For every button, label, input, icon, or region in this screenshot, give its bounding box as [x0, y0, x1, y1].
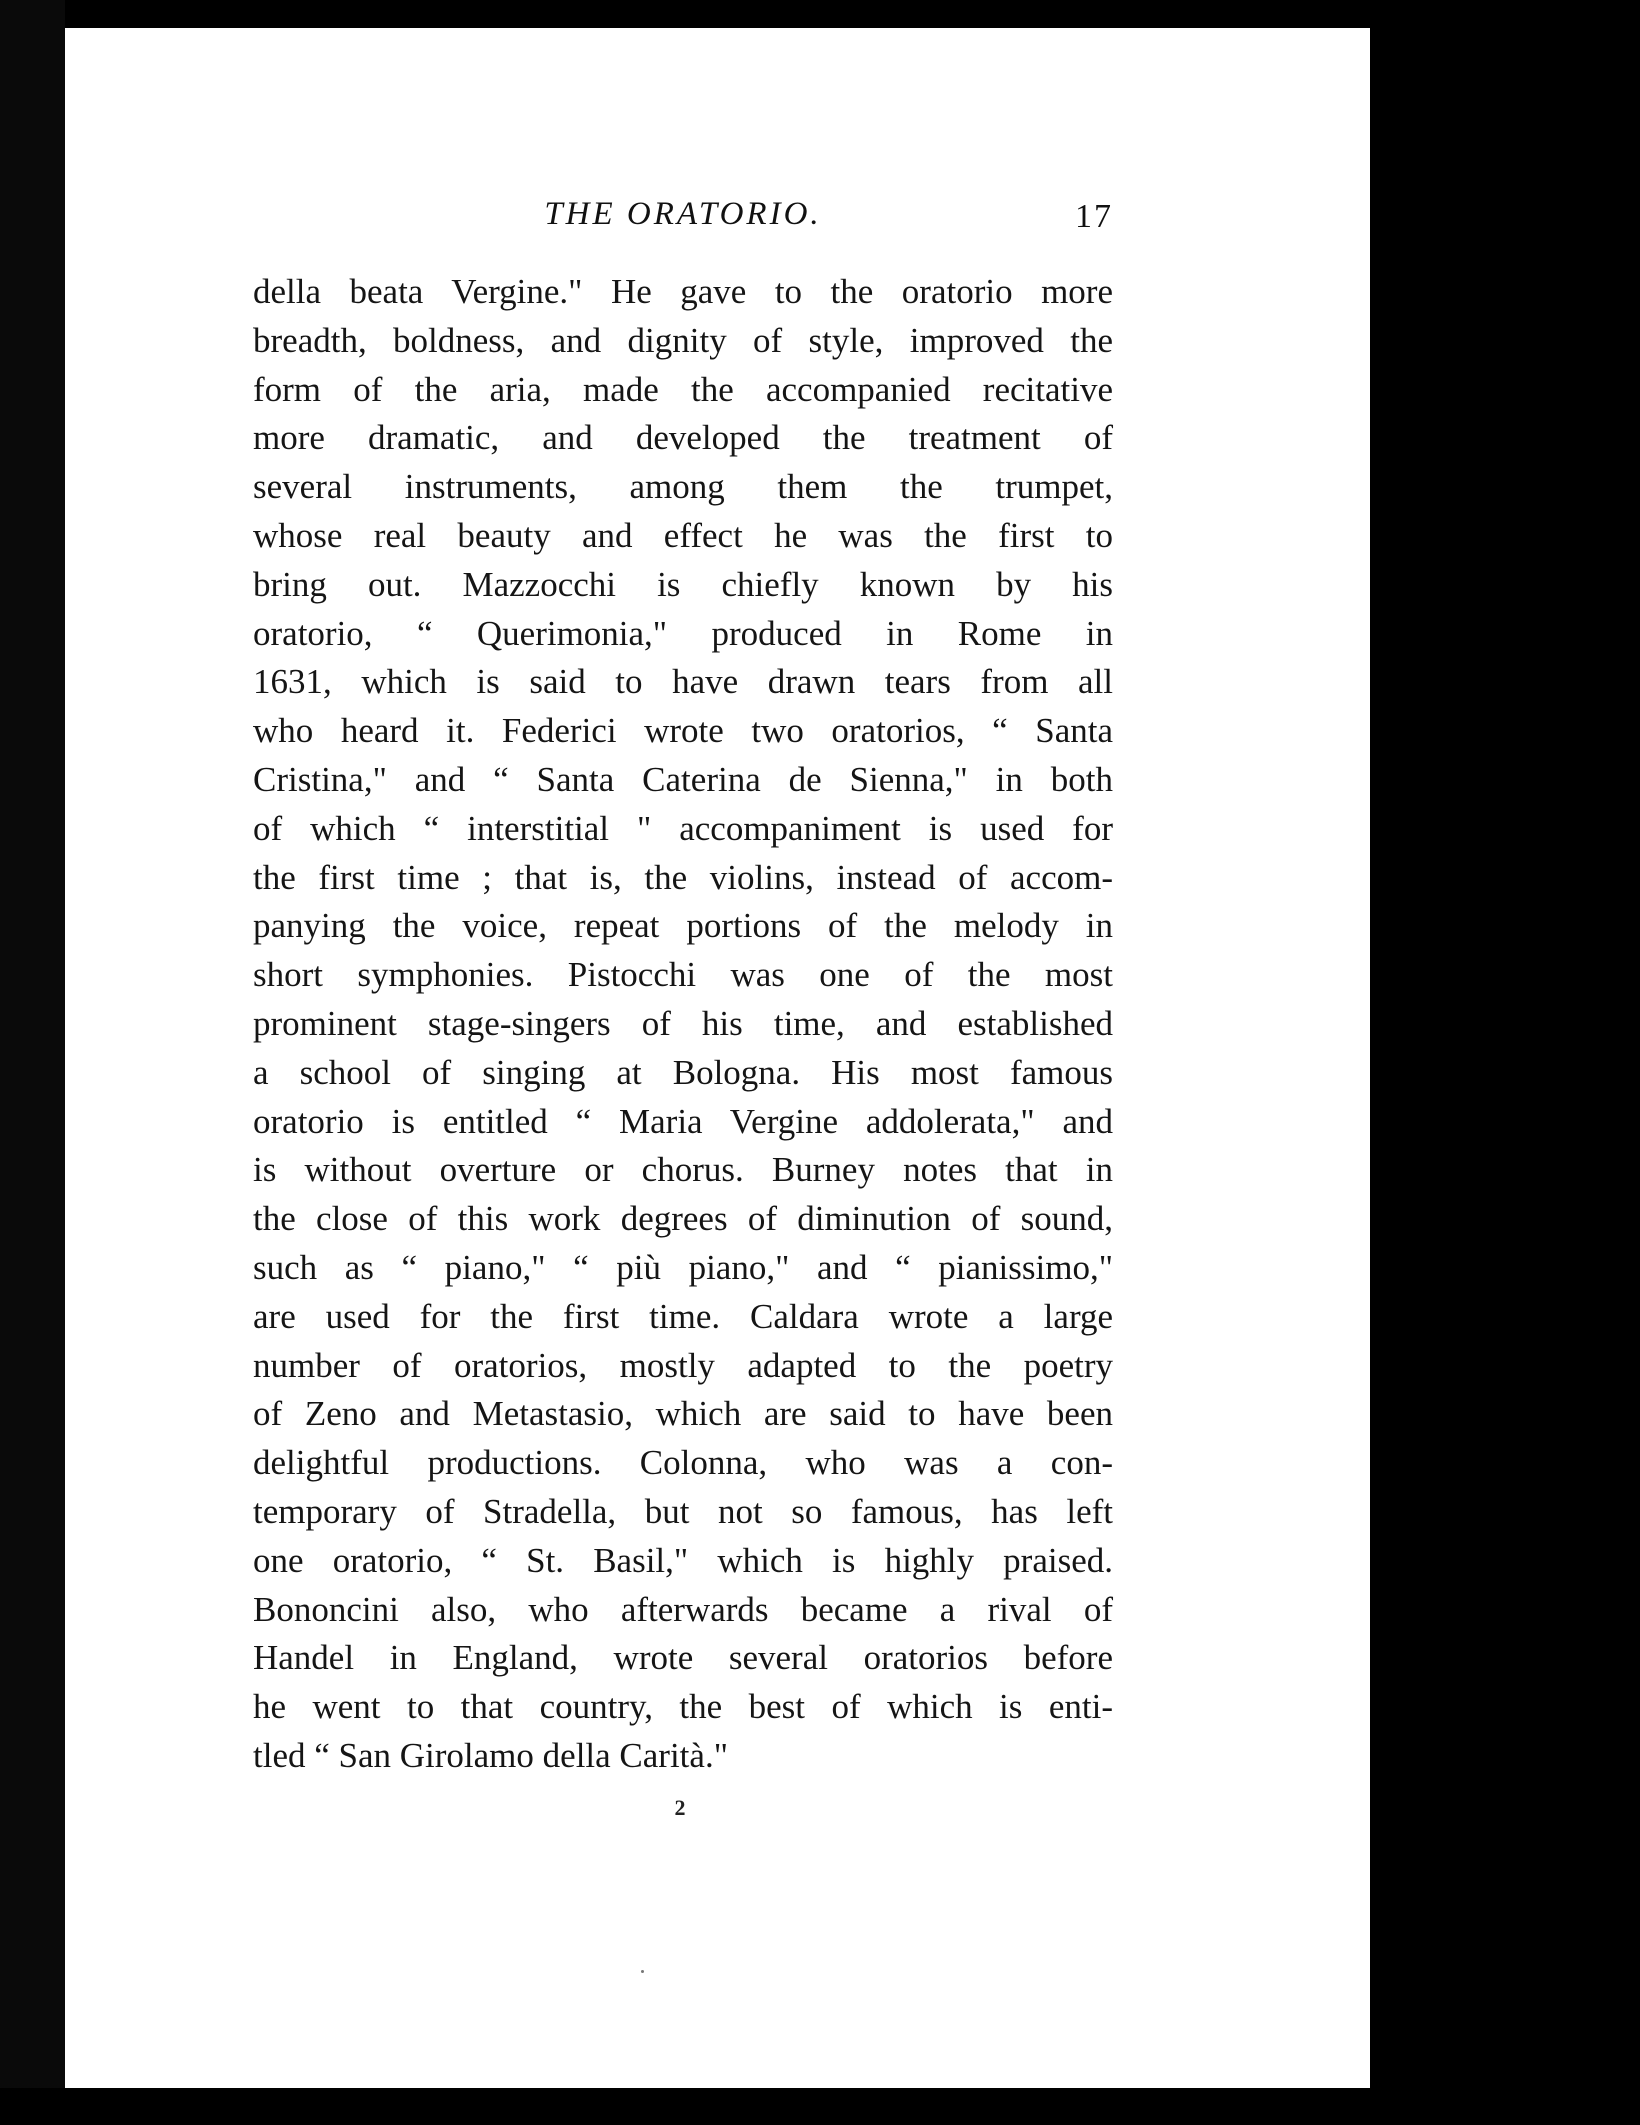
text-line: delightful productions. Colonna, who was a con-: [253, 1443, 1113, 1483]
text-line: such as “ piano," “ più piano," and “ pianissimo,": [253, 1247, 1113, 1287]
text-line: temporary of Stradella, but not so famous, has left: [253, 1491, 1113, 1531]
text-line: Handel in England, wrote several oratorios before: [253, 1638, 1113, 1678]
text-line: form of the aria, made the accompanied recitative: [253, 369, 1113, 409]
text-line: oratorio, “ Querimonia," produced in Rome in: [253, 613, 1113, 653]
text-line: bring out. Mazzocchi is chiefly known by his: [253, 564, 1113, 604]
text-line: 1631, which is said to have drawn tears from all: [253, 662, 1113, 702]
running-head: [253, 196, 1113, 246]
text-line: Cristina," and “ Santa Caterina de Sienna," in both: [253, 759, 1113, 799]
signature-mark: 2: [674, 1795, 686, 1820]
scan-speck: [641, 1970, 644, 1973]
body-paragraph: [253, 268, 1113, 1781]
text-line: whose real beauty and effect he was the first to: [253, 515, 1113, 555]
scan-bottom-border: [0, 2088, 1640, 2125]
text-line: the first time ; that is, the violins, instead of accom-: [253, 857, 1113, 897]
text-line: della beata Vergine." He gave to the oratorio more: [253, 272, 1113, 311]
text-line: one oratorio, “ St. Basil," which is highly praised.: [253, 1540, 1113, 1580]
page-number: 17: [1075, 198, 1113, 235]
text-line: several instruments, among them the trumpet,: [253, 467, 1113, 507]
text-line: prominent stage-singers of his time, and established: [253, 1003, 1113, 1043]
text-line: the close of this work degrees of diminution of sound,: [253, 1199, 1113, 1239]
text-line: who heard it. Federici wrote two oratorios, “ Santa: [253, 711, 1113, 751]
text-line: number of oratorios, mostly adapted to the poetry: [253, 1345, 1113, 1385]
text-line: breadth, boldness, and dignity of style, improved the: [253, 320, 1113, 360]
text-line: of Zeno and Metastasio, which are said to have been: [253, 1394, 1113, 1434]
text-line: Bononcini also, who afterwards became a rival of: [253, 1589, 1113, 1629]
text-line: is without overture or chorus. Burney notes that in: [253, 1150, 1113, 1190]
text-line: a school of singing at Bologna. His most famous: [253, 1052, 1113, 1092]
running-title: THE ORATORIO.: [544, 196, 822, 232]
text-line-last: tled “ San Girolamo della Carità.": [253, 1735, 728, 1775]
text-line: of which “ interstitial " accompaniment is used for: [253, 808, 1113, 848]
text-line: short symphonies. Pistocchi was one of the most: [253, 955, 1113, 995]
text-line: are used for the first time. Caldara wrote a large: [253, 1296, 1113, 1336]
text-line: he went to that country, the best of which is enti-: [253, 1687, 1113, 1727]
scan-right-border: [1370, 0, 1640, 2125]
scan-left-border: [0, 0, 65, 2125]
text-line: oratorio is entitled “ Maria Vergine addolerata," and: [253, 1101, 1113, 1141]
text-line: panying the voice, repeat portions of the melody in: [253, 906, 1113, 946]
text-line: more dramatic, and developed the treatment of: [253, 418, 1113, 458]
